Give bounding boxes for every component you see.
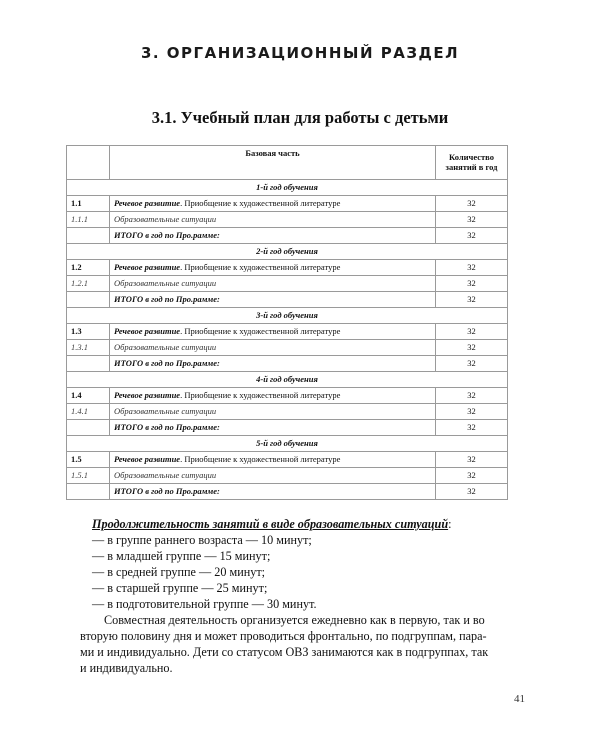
year-row bbox=[67, 244, 508, 260]
paragraph-line: Совместная деятельность организуется ежедневно как в первую, так и во bbox=[104, 613, 485, 627]
total-label: ИТОГО в год по Про.рамме: bbox=[110, 420, 436, 436]
row-num: 1.1 bbox=[67, 196, 110, 212]
row-label bbox=[110, 196, 436, 212]
subject-detail: . Приобщение к художественной литературе bbox=[180, 389, 341, 400]
table-row bbox=[67, 324, 508, 340]
table-row bbox=[67, 468, 508, 484]
paragraph-line: вторую половину дня и может проводиться фронтально, по подгруппам, пара- bbox=[80, 629, 487, 643]
row-label: Образовательные ситуации bbox=[110, 276, 436, 292]
table-row bbox=[67, 388, 508, 404]
year-label: 3-й год обучения bbox=[67, 308, 508, 324]
row-num bbox=[67, 356, 110, 372]
subject-name: Речевое развитие bbox=[114, 325, 181, 336]
subject-detail: . Приобщение к художественной литературе bbox=[180, 453, 341, 464]
subject-detail: . Приобщение к художественной литературе bbox=[180, 261, 341, 272]
year-row bbox=[67, 308, 508, 324]
curriculum-table bbox=[66, 145, 508, 500]
row-label: Образовательные ситуации bbox=[110, 340, 436, 356]
row-qty: 32 bbox=[436, 388, 508, 404]
total-row bbox=[67, 420, 508, 436]
year-label: 5-й год обучения bbox=[67, 436, 508, 452]
row-label: Образовательные ситуации bbox=[110, 212, 436, 228]
row-num: 1.4 bbox=[67, 388, 110, 404]
row-label bbox=[110, 260, 436, 276]
row-qty: 32 bbox=[436, 404, 508, 420]
subject-name: Речевое развитие bbox=[114, 261, 181, 272]
total-qty: 32 bbox=[436, 292, 508, 308]
table-row bbox=[67, 276, 508, 292]
row-qty: 32 bbox=[436, 276, 508, 292]
row-label: Образовательные ситуации bbox=[110, 468, 436, 484]
body-text bbox=[80, 516, 522, 676]
header-qty-line2: занятий в год bbox=[445, 161, 498, 172]
row-num: 1.1.1 bbox=[67, 212, 110, 228]
page-number: 41 bbox=[514, 693, 525, 705]
total-row bbox=[67, 228, 508, 244]
subject-name: Речевое развитие bbox=[114, 453, 181, 464]
duration-intro bbox=[92, 516, 522, 532]
duration-item: — в группе раннего возраста — 10 минут; bbox=[92, 533, 312, 547]
row-num: 1.2 bbox=[67, 260, 110, 276]
row-qty: 32 bbox=[436, 340, 508, 356]
row-qty: 32 bbox=[436, 196, 508, 212]
row-num bbox=[67, 484, 110, 500]
year-row bbox=[67, 180, 508, 196]
paragraph-line: и индивидуально. bbox=[80, 661, 173, 675]
header-num-cell bbox=[67, 146, 110, 180]
subject-detail: . Приобщение к художественной литературе bbox=[180, 325, 341, 336]
table-row bbox=[67, 196, 508, 212]
row-num bbox=[67, 228, 110, 244]
duration-item: — в средней группе — 20 минут; bbox=[92, 565, 266, 579]
total-label: ИТОГО в год по Про.рамме: bbox=[110, 228, 436, 244]
row-qty: 32 bbox=[436, 212, 508, 228]
header-qty-line1: Количество bbox=[449, 152, 494, 163]
row-qty: 32 bbox=[436, 452, 508, 468]
row-qty: 32 bbox=[436, 260, 508, 276]
duration-heading-colon: : bbox=[448, 517, 452, 531]
table-row bbox=[67, 340, 508, 356]
duration-heading: Продолжительность занятий в виде образовательных ситуаций bbox=[92, 517, 449, 531]
table-row bbox=[67, 260, 508, 276]
row-num bbox=[67, 420, 110, 436]
row-num: 1.5.1 bbox=[67, 468, 110, 484]
row-num: 1.3.1 bbox=[67, 340, 110, 356]
header-base-cell: Базовая часть bbox=[110, 146, 436, 180]
total-qty: 32 bbox=[436, 484, 508, 500]
table-row bbox=[67, 212, 508, 228]
total-qty: 32 bbox=[436, 420, 508, 436]
row-num: 1.4.1 bbox=[67, 404, 110, 420]
row-qty: 32 bbox=[436, 324, 508, 340]
duration-item: — в старшей группе — 25 минут; bbox=[92, 581, 268, 595]
total-qty: 32 bbox=[436, 356, 508, 372]
subject-name: Речевое развитие bbox=[114, 197, 181, 208]
row-qty: 32 bbox=[436, 468, 508, 484]
subject-detail: . Приобщение к художественной литературе bbox=[180, 197, 341, 208]
year-label: 2-й год обучения bbox=[67, 244, 508, 260]
table-header-row bbox=[67, 146, 508, 180]
row-num bbox=[67, 292, 110, 308]
header-qty-cell bbox=[436, 146, 508, 180]
total-row bbox=[67, 356, 508, 372]
row-num: 1.2.1 bbox=[67, 276, 110, 292]
row-label bbox=[110, 324, 436, 340]
total-row bbox=[67, 484, 508, 500]
year-row bbox=[67, 372, 508, 388]
total-row bbox=[67, 292, 508, 308]
row-num: 1.3 bbox=[67, 324, 110, 340]
total-label: ИТОГО в год по Про.рамме: bbox=[110, 484, 436, 500]
table-row bbox=[67, 452, 508, 468]
table-row bbox=[67, 404, 508, 420]
chapter-title: 3. ОРГАНИЗАЦИОННЫЙ РАЗДЕЛ bbox=[140, 44, 460, 62]
total-label: ИТОГО в год по Про.рамме: bbox=[110, 356, 436, 372]
row-label bbox=[110, 452, 436, 468]
year-label: 1-й год обучения bbox=[67, 180, 508, 196]
row-num: 1.5 bbox=[67, 452, 110, 468]
paragraph-line: ми и индивидуально. Дети со статусом ОВЗ занимаются как в подгруппах, так bbox=[80, 645, 489, 659]
total-qty: 32 bbox=[436, 228, 508, 244]
total-label: ИТОГО в год по Про.рамме: bbox=[110, 292, 436, 308]
year-label: 4-й год обучения bbox=[67, 372, 508, 388]
row-label: Образовательные ситуации bbox=[110, 404, 436, 420]
duration-item: — в младшей группе — 15 минут; bbox=[92, 549, 271, 563]
duration-item: — в подготовительной группе — 30 минут. bbox=[92, 597, 317, 611]
year-row bbox=[67, 436, 508, 452]
row-label bbox=[110, 388, 436, 404]
section-title: 3.1. Учебный план для работы с детьми bbox=[151, 108, 449, 127]
subject-name: Речевое развитие bbox=[114, 389, 181, 400]
